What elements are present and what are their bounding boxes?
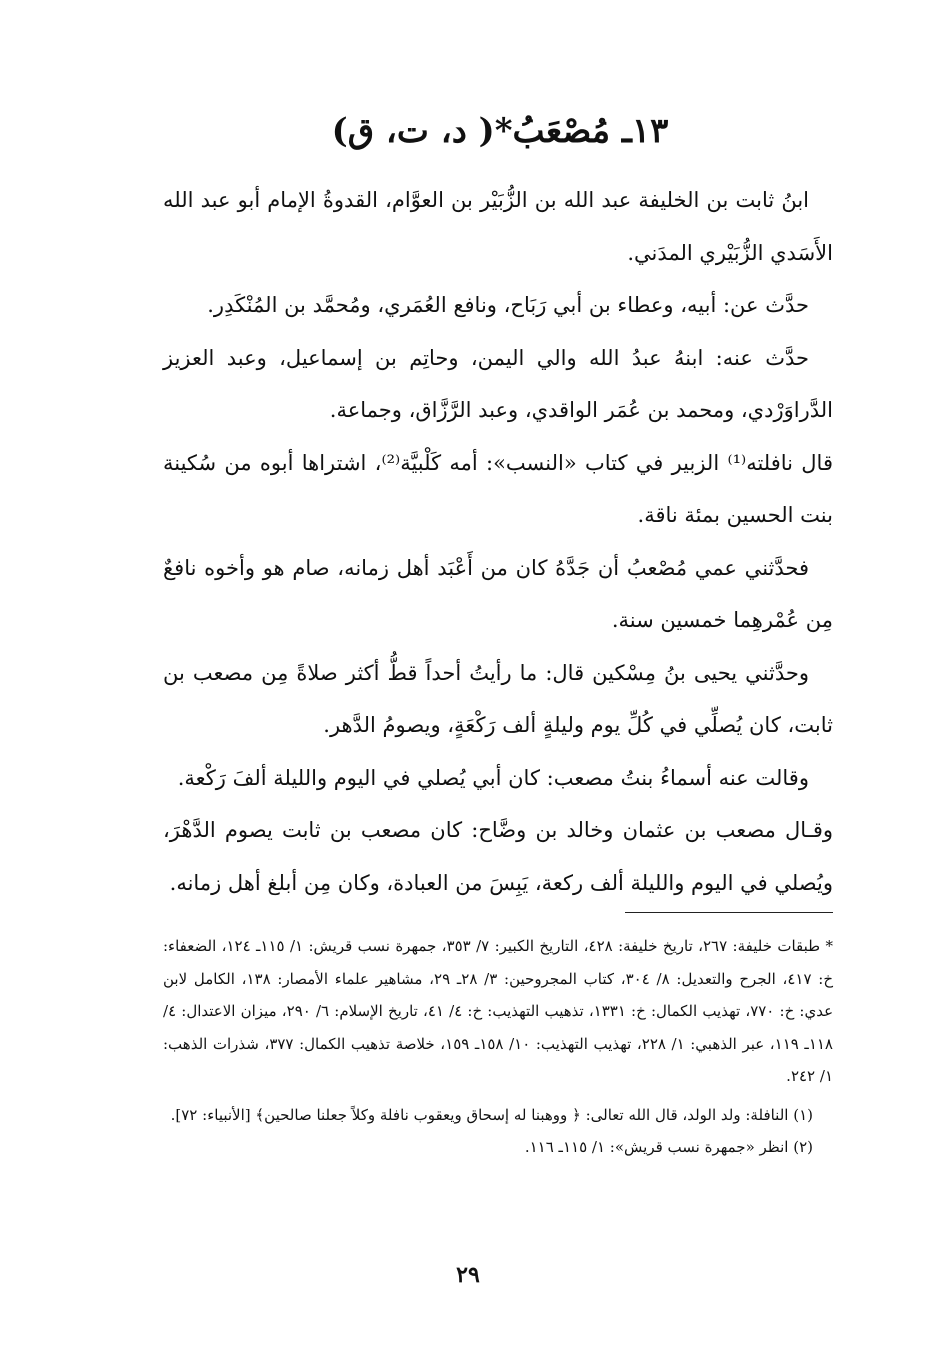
paragraph-narrators: حدَّث عنه: ابنهُ عبدُ الله والي اليمن، وحاتِم بن إسماعيل، وعبد العزيز الدَّراوَرْدي، ومحمد بن عُمَر الواقدي، وعبد الرَّزَّاق، وجماعة. <box>163 345 833 422</box>
paragraph-lineage: ابنُ ثابت بن الخليفة عبد الله بن الزُّبَيْر بن العوَّام، القدوةُ الإمام أبو عبد الله الأَسَدي الزُّبَيْري المدَني. <box>163 188 833 265</box>
footnotes <box>163 930 833 1164</box>
paragraph-fasting: وقـال مصعب بن عثمان وخالد بن وضَّاح: كان مصعب بن ثابت يصوم الدَّهْرَ، ويُصلي في اليوم والليلة ألف ركعة، يَبِسَ من العبادة، وكان مِن أبلغ أهل زمانه. <box>163 818 833 895</box>
page-number: ٢٩ <box>456 1262 480 1288</box>
footnote-divider <box>625 912 833 913</box>
footnote-1: (١) النافلة: ولد الولد، قال الله تعالى: ﴿ ووهبنا له إسحاق ويعقوب نافلة وكلاً جعلنا صالحين﴾ [الأنبياء: ٧٢]. <box>170 1105 813 1124</box>
entry-title: ١٣ـ مُصْعَبُ*( د، ت، ق) <box>331 111 669 151</box>
footnote-sources: * طبقات خليفة: ٢٦٧، تاريخ خليفة: ٤٢٨، التاريخ الكبير: ٧/ ٣٥٣، جمهرة نسب قريش: ١/ ١١٥ـ ١٢٤، الضعفاء: خ: ٤١٧، الجرح والتعديل: ٨/ ٣٠٤، كتاب المجروحين: ٣/ ٢٨ـ ٢٩، مشاهير علماء الأمصار: ١٣٨، الكامل لابن عدي: خ: ٧٧٠، تهذيب الكمال: خ: ١٣٣١، تذهيب التهذيب: خ: ٤/ ٤١، تاريخ الإسلام: ٦/ ٢٩٠، ميزان الاعتدال: ٤/ ١١٨ـ ١١٩، عبر الذهبي: ١/ ٢٢٨، تهذيب التهذيب: ١٠/ ١٥٨ـ ١٥٩، خلاصة تذهيب الكمال: ٣٧٧، شذرات الذهب: ١/ ٢٤٢. <box>163 937 834 1085</box>
paragraph-narrated-from: حدَّث عن: أبيه، وعطاء بن أبي رَبَاح، ونافع العُمَري، ومُحمَّد بن المُنْكَدِر. <box>207 293 809 317</box>
paragraph-worship: فحدَّثني عمي مُصْعبُ أن جَدَّهُ كان من أَعْبَد أهل زمانه، صام هو وأخوه نافعٌ مِن عُمْرهِما خمسين سنة. <box>163 555 833 632</box>
paragraph-prayer: وحدَّثني يحيى بنُ مِسْكين قال: ما رأيتُ أحداً قطُّ أكثر صلاةً مِن مصعب بن ثابت، كان يُصلِّي في كُلِّ يوم وليلةٍ ألف رَكْعَةٍ، ويصومُ الدَّهر. <box>163 660 833 737</box>
paragraph-mother: قال نافلته⁽¹⁾ الزبير في كتاب «النسب»: أمه كَلْبيَّة⁽²⁾، اشتراها أبوه من سُكينة بنت الحسين بمئة ناقة. <box>163 450 833 527</box>
paragraph-asma: وقالت عنه أسماءُ بنتُ مصعب: كان أبي يُصلي في اليوم والليلة ألفَ رَكْعة. <box>177 765 809 790</box>
footnote-2: (٢) انظر «جمهرة نسب قريش»: ١/ ١١٥ـ ١١٦. <box>524 1138 813 1156</box>
entry-body <box>163 174 833 909</box>
